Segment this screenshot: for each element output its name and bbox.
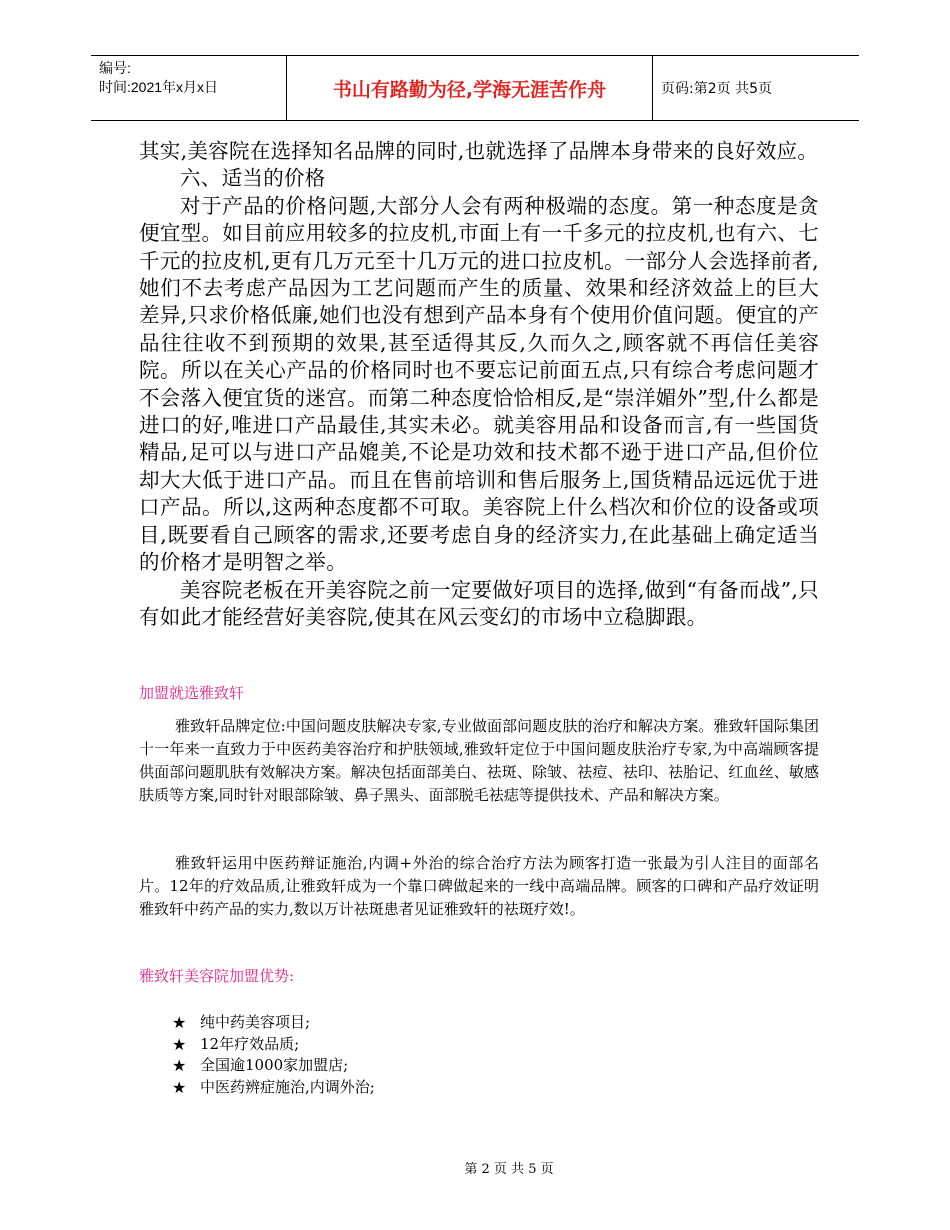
paragraph-conclusion: 美容院老板在开美容院之前一定要做好项目的选择,做到“有备而战”,只有如此才能经营好美容院,使其在风云变幻的市场中立稳脚跟。 (139, 577, 819, 629)
list-item (172, 1034, 375, 1056)
section-heading-price: 六、适当的价格 (180, 166, 326, 191)
star-icon: ★ (172, 1056, 187, 1075)
header-page-info: 页码:第2页 共5页 (661, 81, 772, 97)
advantages-heading: 雅致轩美容院加盟优势: (139, 967, 295, 985)
franchise-paragraph-1-block (139, 715, 819, 807)
list-item-text: 中医药辨症施治,内调外治; (200, 1077, 375, 1096)
list-item-text: 全国逾1000家加盟店; (200, 1056, 349, 1074)
paragraph-price: 对于产品的价格问题,大部分人会有两种极端的态度。第一种态度是贪便宜型。如目前应用较多的拉皮机,市面上有一千多元的拉皮机,也有六、七千元的拉皮机,更有几万元至十几万元的进口拉皮机。一部分人会选择前者,她们不去考虑产品因为工艺问题而产生的质量、效果和经济效益上的巨大差异,只求价格低廉,她们也没有想到产品本身有个使用价值问题。便宜的产品往往收不到预期的效果,甚至适得其反,久而久之,顾客就不再信任美容院。所以在关心产品的价格同时也不要忘记前面五点,只有综合考虑问题才不会落入便宜货的迷宫。而第二种态度恰恰相反,是“崇洋媚外”型,什么都是进口的好,唯进口产品最佳,其实未必。就美容用品和设备而言,有一些国货精品,足可以与进口产品媲美,不论是功效和技术都不逊于进口产品,但价位却大大低于进口产品。而且在售前培训和售后服务上,国货精品远远优于进口产品。所以,这两种态度都不可取。美容院上什么档次和价位的设备或项目,既要看自己顾客的需求,还要考虑自身的经济实力,在此基础上确定适当的价格才是明智之举。 (139, 193, 819, 575)
list-item-text: 纯中药美容项目; (200, 1013, 311, 1031)
star-icon: ★ (172, 1013, 187, 1032)
star-icon: ★ (172, 1034, 187, 1054)
franchise-heading: 加盟就选雅致轩 (139, 684, 245, 702)
main-body (139, 138, 819, 631)
franchise-paragraph-2-block (139, 852, 819, 921)
list-item (172, 1012, 375, 1034)
paragraph-brand-effect: 其实,美容院在选择知名品牌的同时,也就选择了品牌本身带来的良好效应。 (139, 139, 819, 163)
franchise-paragraph-1: 雅致轩品牌定位:中国问题皮肤解决专家,专业做面部问题皮肤的治疗和解决方案。雅致轩国际集团十一年来一直致力于中医药美容治疗和护肤领域,雅致轩定位于中国问题皮肤治疗专家,为中高端顾客提供面部问题肌肤有效解决方案。解决包括面部美白、祛斑、除皱、祛痘、祛印、祛胎记、红血丝、敏感肤质等方案,同时针对眼部除皱、鼻子黑头、面部脱毛祛痣等提供技术、产品和解决方案。 (139, 717, 819, 804)
page-footer: 第 2 页 共 5 页 (464, 1162, 554, 1177)
header-meta (91, 56, 286, 120)
list-item (172, 1055, 375, 1077)
advantages-list (172, 1012, 375, 1098)
star-icon: ★ (172, 1077, 187, 1097)
franchise-paragraph-2: 雅致轩运用中医药辩证施治,内调+外治的综合治疗方法为顾客打造一张最为引人注目的面部名片。12年的疗效品质,让雅致轩成为一个靠口碑做起来的一线中高端品牌。顾客的口碑和产品疗效证明雅致轩中药产品的实力,数以万计祛斑患者见证雅致轩的祛斑疗效!。 (139, 854, 819, 918)
document-time: 时间:2021年x月x日 (99, 79, 219, 95)
header-motto: 书山有路勤为径,学海无涯苦作舟 (286, 56, 653, 120)
list-item (172, 1077, 375, 1099)
list-item-text: 12年疗效品质; (200, 1034, 300, 1053)
page-header (91, 55, 859, 121)
document-number-label: 编号: (99, 60, 131, 76)
